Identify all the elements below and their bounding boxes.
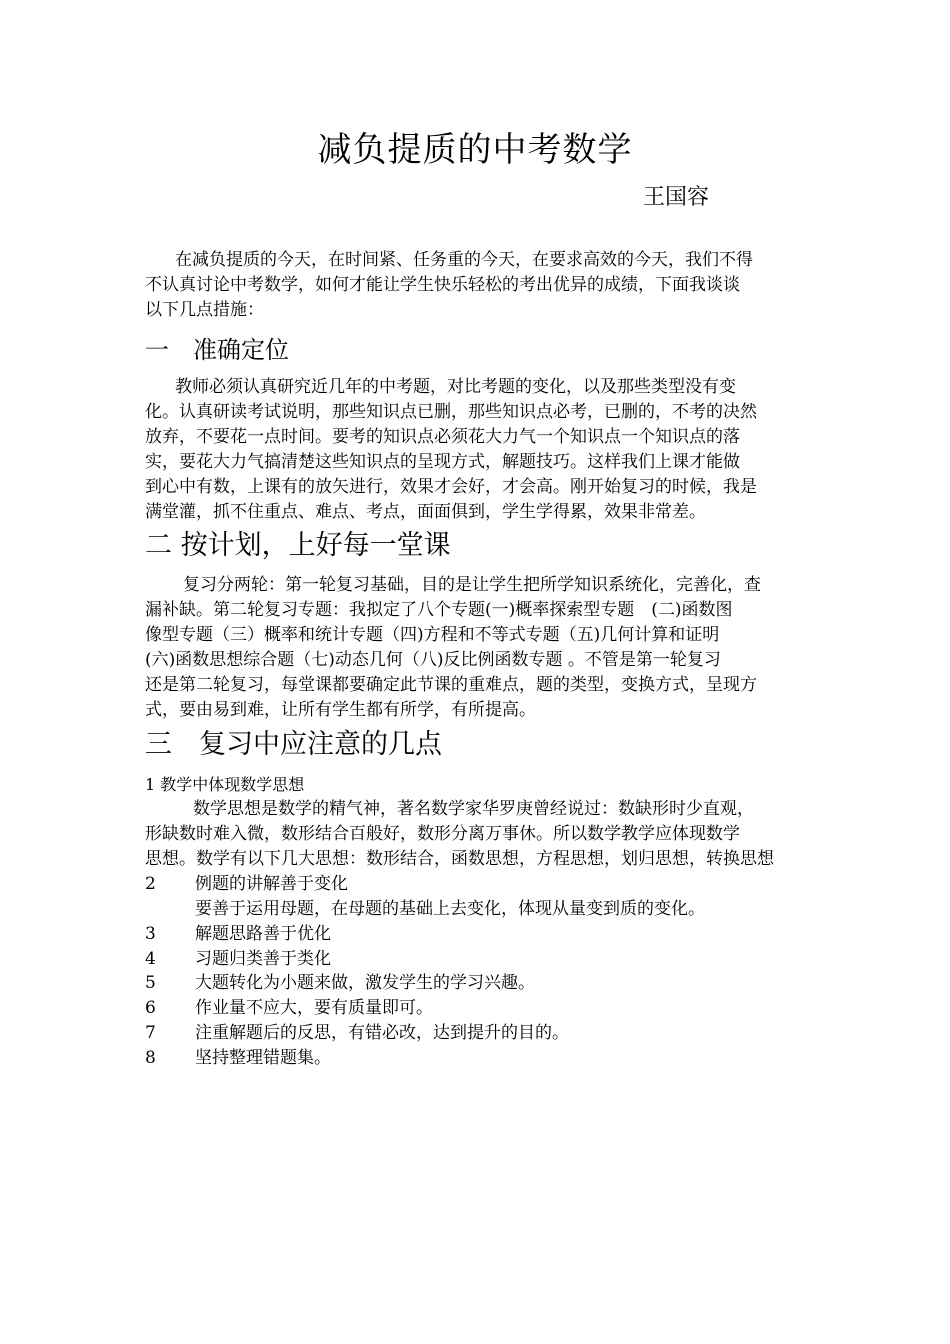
list-item-text: 作业量不应大，要有质量即可。 [195,998,433,1018]
section-heading-2: 二 按计划，上好每一堂课 [145,530,451,561]
list-item-number: 4 [145,949,156,969]
list-item-number: 5 [145,973,156,993]
section3-paragraph [145,797,809,872]
list-item [145,996,433,1021]
section2-line: 像型专题（三）概率和统计专题（四)方程和不等式专题（五)几何计算和证明 [145,625,720,645]
document-title: 减负提质的中考数学 [317,130,633,170]
intro-line: 以下几点措施： [145,300,264,320]
list-item-text: 例题的讲解善于变化 [195,874,348,894]
section-heading-3: 三 复习中应注意的几点 [145,729,442,760]
section2-paragraph [145,573,809,723]
section2-line: 式，要由易到难，让所有学生都有所学，有所提高。 [145,700,536,720]
list-item [145,872,348,897]
section3-line: 形缺数时难入微，数形结合百般好，数形分离万事休。所以数学教学应体现数学 [145,824,740,844]
list-item-text: 注重解题后的反思，有错必改，达到提升的目的。 [195,1023,569,1043]
section1-line: 教师必须认真研究近几年的中考题，对比考题的变化，以及那些类型没有变 [175,377,736,397]
section2-line: 复习分两轮：第一轮复习基础，目的是让学生把所学知识系统化，完善化，查 [183,575,761,595]
list-item-text: 大题转化为小题来做，激发学生的学习兴趣。 [195,973,535,993]
section2-line: 还是第二轮复习，每堂课都要确定此节课的重难点，题的类型，变换方式，呈现方 [145,675,757,695]
section2-line: 漏补缺。第二轮复习专题：我拟定了八个专题(一)概率探索型专题 (二)函数图 [145,600,733,620]
list-item [145,922,331,947]
list-item-number: 2 [145,874,156,894]
section1-line: 到心中有数，上课有的放矢进行，效果才会好，才会高。刚开始复习的时候，我是 [145,477,757,497]
section3-line: 数学思想是数学的精气神，著名数学家华罗庚曾经说过：数缺形时少直观， [193,799,754,819]
list-item [145,1046,331,1071]
list-item-detail: 要善于运用母题，在母题的基础上去变化，体现从量变到质的变化。 [195,899,705,919]
intro-paragraph [145,248,809,323]
list-item [145,1021,569,1046]
section2-line: (六)函数思想综合题（七)动态几何（八)反比例函数专题 。不管是第一轮复习 [145,650,721,670]
list-item-number: 3 [145,924,156,944]
intro-line: 在减负提质的今天，在时间紧、任务重的今天，在要求高效的今天，我们不得 [175,250,753,270]
section1-paragraph [145,375,809,525]
section1-line: 化。认真研读考试说明，那些知识点已删，那些知识点必考，已删的，不考的决然 [145,402,757,422]
subsection-title: 1 教学中体现数学思想 [145,775,305,794]
list-item [145,971,535,996]
section3-line: 思想。数学有以下几大思想：数形结合，函数思想，方程思想，划归思想，转换思想 [145,849,774,869]
list-item [145,947,331,972]
list-item-text: 坚持整理错题集。 [195,1048,331,1068]
author-name: 王国容 [643,185,710,210]
section-heading-1: 一 准确定位 [145,336,289,364]
list-item-text: 习题归类善于类化 [195,949,331,969]
list-item-number: 6 [145,998,156,1018]
section1-line: 实，要花大力气搞清楚这些知识点的呈现方式，解题技巧。这样我们上课才能做 [145,452,740,472]
list-item-number: 8 [145,1048,156,1068]
list-item-number: 7 [145,1023,156,1043]
section1-line: 满堂灌，抓不住重点、难点、考点，面面俱到，学生学得累，效果非常差。 [145,502,706,522]
list-item-text: 解题思路善于优化 [195,924,331,944]
section1-line: 放弃，不要花一点时间。要考的知识点必须花大力气一个知识点一个知识点的落 [145,427,740,447]
intro-line: 不认真讨论中考数学，如何才能让学生快乐轻松的考出优异的成绩，下面我谈谈 [145,275,740,295]
